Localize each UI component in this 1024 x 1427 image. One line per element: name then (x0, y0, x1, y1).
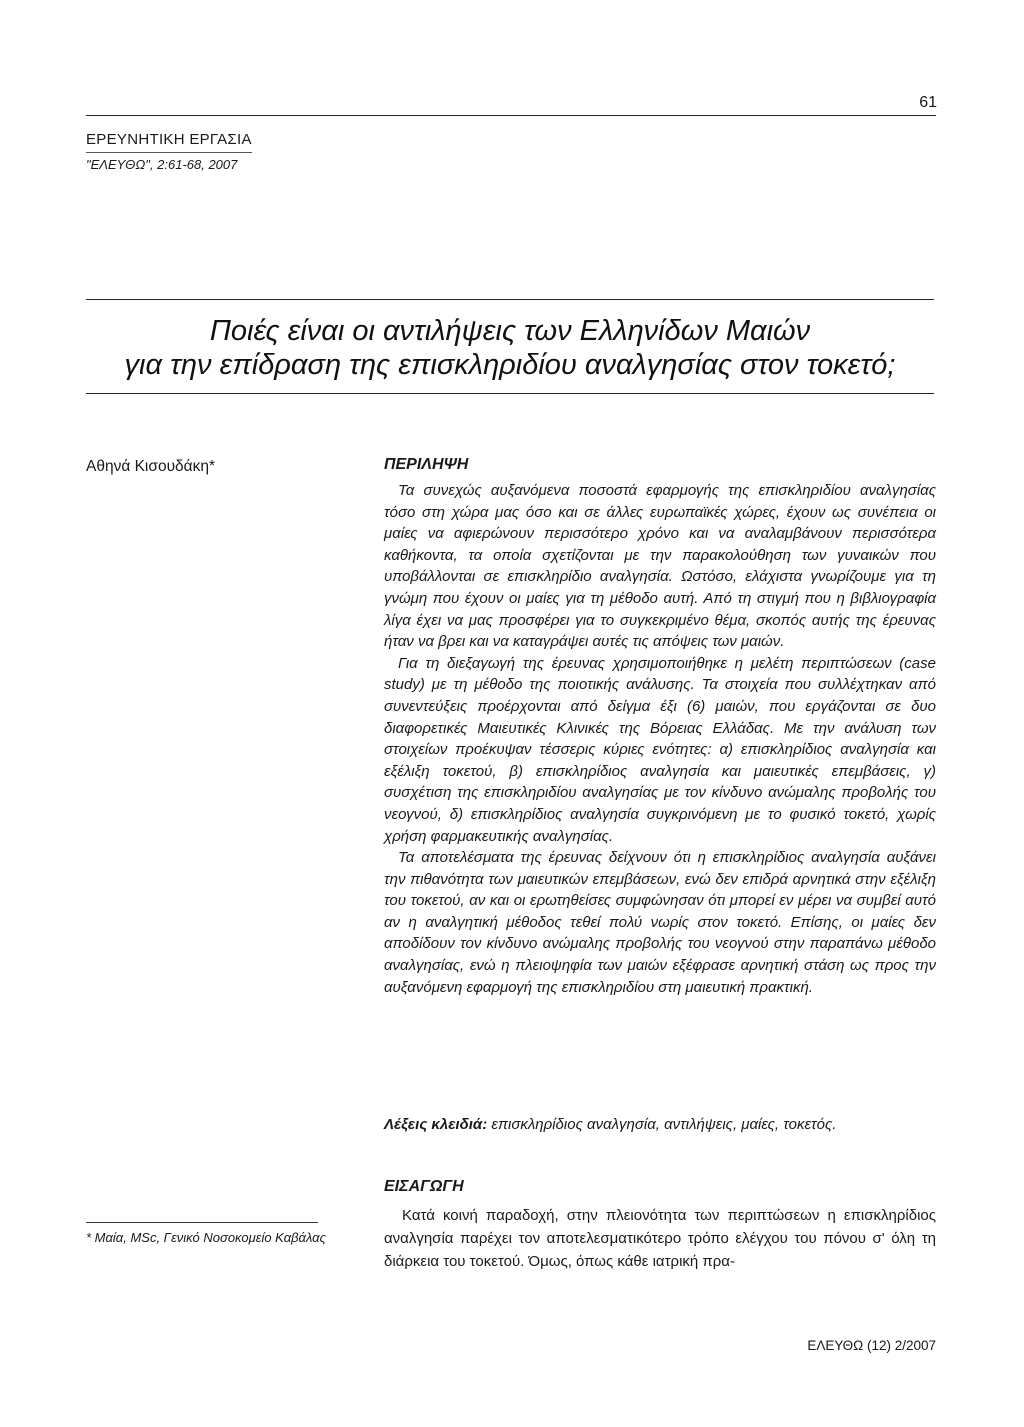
footnote-rule (86, 1222, 318, 1223)
journal-citation: "ΕΛΕΥΘΩ", 2:61-68, 2007 (86, 157, 238, 172)
abstract-paragraph-2: Για τη διεξαγωγή της έρευνας χρησιμοποιήθηκε η μελέτη περιπτώσεων (case study) με τη μέθοδο της ποιοτικής ανάλυσης. Τα στοιχεία που συλλέχτηκαν από συνεντεύξεις προέρχονται από δείγμα έξι (6) μαιών, που εργάζονται σε δυο διαφορετικές Μαιευτικές Κλινικές της Βόρειας Ελλάδας. Με την ανάλυση των στοιχείων προέκυψαν τέσσερις κύριες ενότητες: α) επισκληρίδιος αναλγησία και εξέλιξη τοκετού, β) επισκληρίδιος αναλγησία και μαιευτικές επεμβάσεις, γ) συσχέτιση της επισκληριδίου αναλγησίας με τον κίνδυνο ανώμαλης προβολής του νεογνού, δ) επισκληρίδιος αναλγησία συγκρινόμενη με το φυσικό τοκετό, χωρίς χρήση φαρμακευτικής αναλγησίας. (384, 654, 936, 845)
introduction-heading: ΕΙΣΑΓΩΓΗ (384, 1178, 464, 1195)
author-name: Αθηνά Κισουδάκη* (86, 458, 216, 475)
abstract-heading: ΠΕΡΙΛΗΨΗ (384, 456, 469, 473)
article-title (86, 314, 934, 382)
page-number: 61 (919, 94, 937, 111)
author-footnote: * Μαία, MSc, Γενικό Νοσοκομείο Καβάλας (86, 1230, 326, 1245)
article-title-line-1: Ποιές είναι οι αντιλήψεις των Ελληνίδων Μαιών (209, 315, 811, 347)
article-title-line-2: για την επίδραση της επισκληριδίου αναλγησίας στον τοκετό; (124, 349, 896, 381)
keywords (384, 1116, 836, 1133)
abstract-section (384, 456, 936, 998)
keywords-text: επισκληρίδιος αναλγησία, αντιλήψεις, μαίες, τοκετός. (487, 1116, 837, 1133)
header-top-rule (86, 115, 936, 116)
title-bottom-rule (86, 393, 934, 394)
section-label-underline (86, 152, 252, 153)
introduction-text: Κατά κοινή παραδοχή, στην πλειονότητα των περιπτώσεων η επισκληρίδιος αναλγησία παρέχει τον αποτελεσματικότερο τρόπο ελέγχου του πόνου σ' όλη τη διάρκεια του τοκετού. Όμως, όπως κάθε ιατρική πρα- (384, 1207, 936, 1270)
keywords-label: Λέξεις κλειδιά: (384, 1116, 488, 1133)
abstract-paragraph-1: Τα συνεχώς αυξανόμενα ποσοστά εφαρμογής της επισκληριδίου αναλγησίας τόσο στη χώρα μας όσο και σε άλλες ευρωπαϊκές χώρες, έχουν ως συνέπεια οι μαίες να αφιερώνουν περισσότερο χρόνο και να αναλαμβάνουν περισσότερα καθήκοντα, τα οποία σχετίζονται με την παρακολούθηση των γυναικών που υποβάλλονται σε επισκληρίδιο αναλγησία. Ωστόσο, ελάχιστα γνωρίζουμε για τη γνώμη που έχουν οι μαίες για τη μέθοδο αυτή. Από τη στιγμή που η βιβλιογραφία λίγα έχει να μας προσφέρει για το συγκεκριμένο θέμα, σκοπός αυτής της έρευνας ήταν να βρει και να καταγράψει αυτές τις απόψεις των μαιών. (384, 482, 936, 651)
abstract-paragraph-3: Τα αποτελέσματα της έρευνας δείχνουν ότι η επισκληρίδιος αναλγησία αυξάνει την πιθανότητα των μαιευτικών επεμβάσεων, ενώ δεν επιδρά αρνητικά στην εξέλιξη του τοκετού, αν και οι ερωτηθείσες συμφώνησαν ότι μπορεί εν μέρει να συμβεί αυτό αν η αναλγητική μέθοδος τεθεί πολύ νωρίς στον τοκετό. Επίσης, οι μαίες δεν αποδίδουν τον κίνδυνο ανώμαλης προβολής του νεογνού στην παραπάνω μέθοδο αναλγησίας, ενώ η πλειοψηφία των μαιών εξέφρασε αρνητική στάση ως προς την αυξανόμενη εφαρμογή της επισκληριδίου στη μαιευτική πρακτική. (384, 849, 936, 996)
section-label: ΕΡΕΥΝΗΤΙΚΗ ΕΡΓΑΣΙΑ (86, 131, 252, 148)
title-top-rule (86, 299, 934, 300)
journal-footer: ΕΛΕΥΘΩ (12) 2/2007 (807, 1338, 936, 1353)
